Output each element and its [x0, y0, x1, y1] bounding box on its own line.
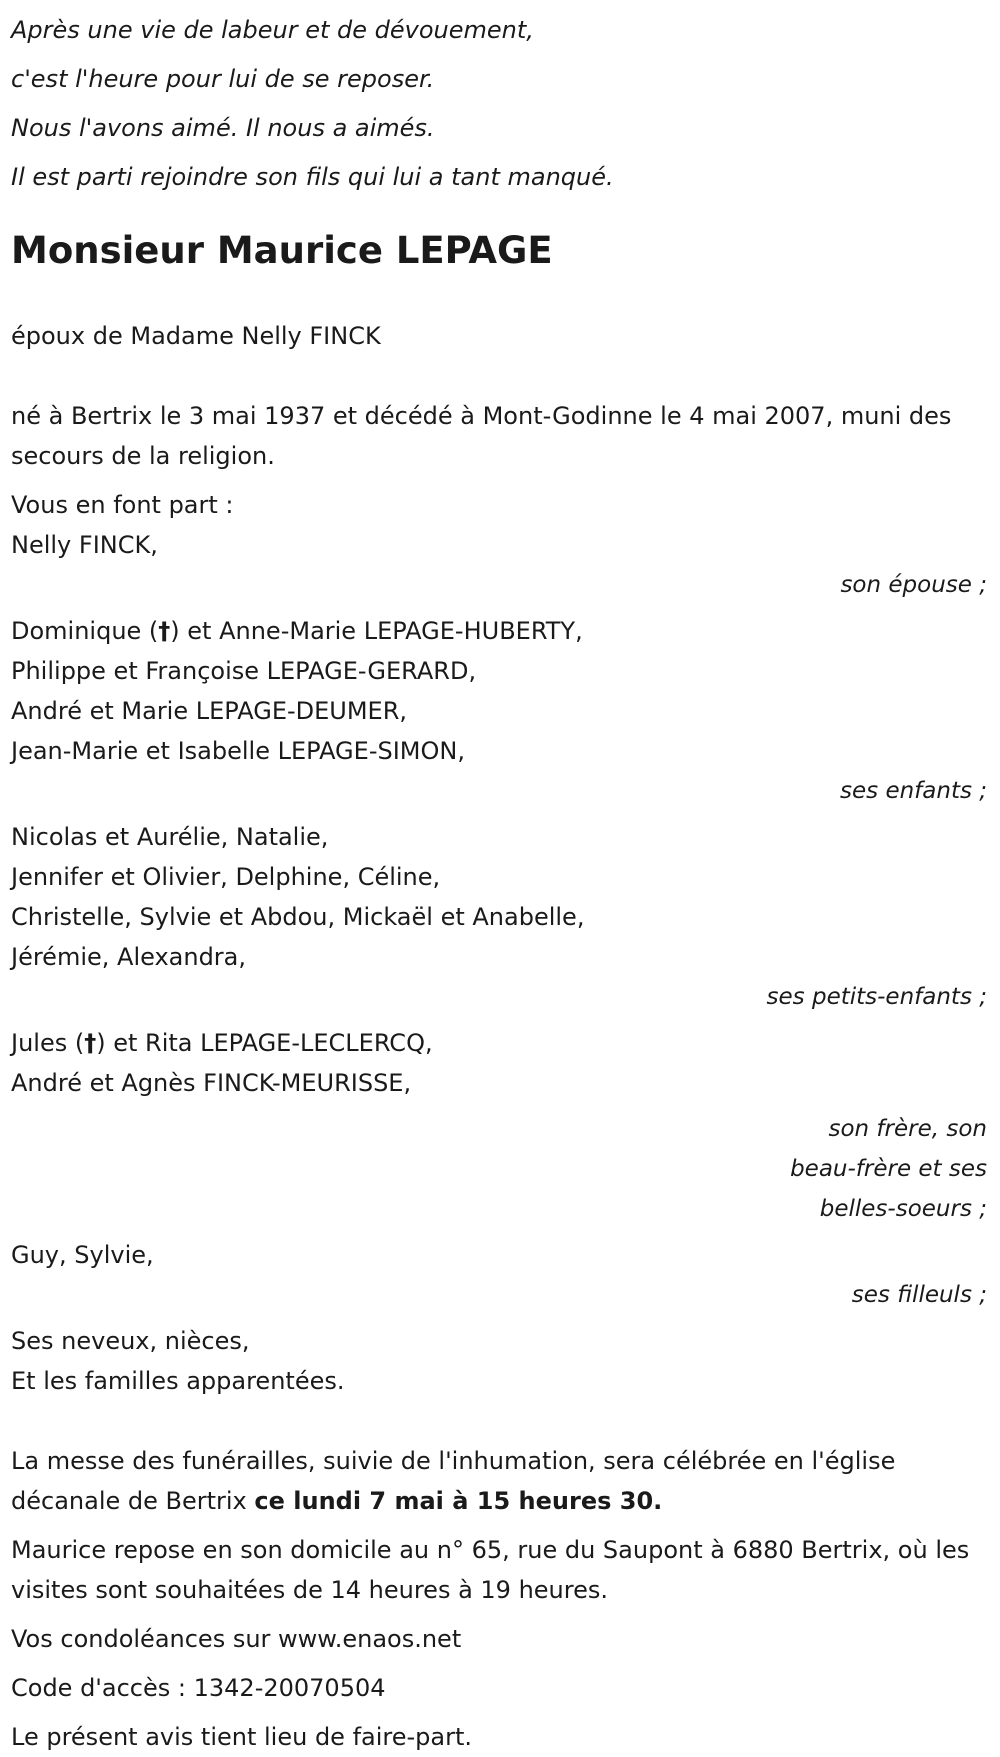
- closing-line: Et les familles apparentées.: [11, 1367, 345, 1395]
- family-group-grandchildren: [11, 817, 989, 1017]
- poem-line: Nous l'avons aimé. Il nous a aimés.: [11, 114, 435, 142]
- family-member: Jérémie, Alexandra,: [11, 943, 247, 971]
- family-group-godchildren: [11, 1235, 989, 1315]
- announce-line: Vous en font part :: [11, 491, 234, 519]
- relation-line: belles-soeurs ;: [819, 1196, 987, 1222]
- closing-line: Ses neveux, nièces,: [11, 1327, 250, 1355]
- family-member: Philippe et Françoise LEPAGE-GERARD,: [11, 657, 477, 685]
- family-member: André et Marie LEPAGE-DEUMER,: [11, 697, 408, 725]
- spouse-line: époux de Madame Nelly FINCK: [11, 322, 381, 350]
- family-group-children: [11, 611, 989, 811]
- relation-line: son frère, son: [828, 1116, 987, 1142]
- poem: [11, 6, 989, 202]
- poem-line: c'est l'heure pour lui de se reposer.: [11, 65, 435, 93]
- access-code-line: Code d'accès : 1342-20070504: [11, 1674, 386, 1702]
- relation-label: [11, 1109, 989, 1229]
- relation-label: ses enfants ;: [840, 778, 987, 804]
- funeral-date: ce lundi 7 mai à 15 heures 30.: [254, 1487, 663, 1515]
- family-member: Jean-Marie et Isabelle LEPAGE-SIMON,: [11, 737, 465, 765]
- birth-death-line: né à Bertrix le 3 mai 1937 et décédé à Mont-Godinne le 4 mai 2007, muni des secours de la religion.: [11, 402, 952, 470]
- relation-label: ses petits-enfants ;: [766, 984, 987, 1010]
- family-group-siblings: [11, 1023, 989, 1229]
- family-member: Guy, Sylvie,: [11, 1241, 154, 1269]
- funeral-text: La messe des funérailles, suivie de l'inhumation, sera célébrée en l'église décanale de Bertrix: [11, 1447, 896, 1515]
- family-member: Jennifer et Olivier, Delphine, Céline,: [11, 863, 441, 891]
- relation-label: son épouse ;: [840, 572, 987, 598]
- family-member: Nelly FINCK,: [11, 531, 158, 559]
- member-text: ) et Anne-Marie LEPAGE-HUBERTY,: [170, 617, 583, 645]
- family-member: André et Agnès FINCK-MEURISSE,: [11, 1069, 412, 1097]
- funeral-info: [11, 1441, 989, 1521]
- family-member: Nicolas et Aurélie, Natalie,: [11, 823, 329, 851]
- condolences-line: Vos condoléances sur www.enaos.net: [11, 1625, 462, 1653]
- deceased-name: Monsieur Maurice LEPAGE: [11, 229, 553, 272]
- family-member: Christelle, Sylvie et Abdou, Mickaël et Anabelle,: [11, 903, 585, 931]
- cross-icon: †: [84, 1029, 97, 1057]
- closing-group: [11, 1321, 989, 1401]
- relation-label: ses filleuls ;: [851, 1282, 987, 1308]
- member-text: ) et Rita LEPAGE-LECLERCQ,: [96, 1029, 433, 1057]
- family-group-spouse: [11, 525, 989, 605]
- cross-icon: †: [158, 617, 171, 645]
- member-text: Dominique (: [11, 617, 159, 645]
- rest-info: Maurice repose en son domicile au n° 65, rue du Saupont à 6880 Bertrix, où les visites sont souhaitées de 14 heures à 19 heures.: [11, 1536, 970, 1604]
- relation-line: beau-frère et ses: [790, 1156, 987, 1182]
- family-member: [11, 611, 989, 651]
- notice-line: Le présent avis tient lieu de faire-part.: [11, 1723, 473, 1751]
- poem-line: Il est parti rejoindre son fils qui lui a tant manqué.: [11, 163, 614, 191]
- family-member: [11, 1023, 989, 1063]
- obituary-notice: [11, 0, 989, 1757]
- poem-line: Après une vie de labeur et de dévouement,: [11, 16, 534, 44]
- member-text: Jules (: [11, 1029, 85, 1057]
